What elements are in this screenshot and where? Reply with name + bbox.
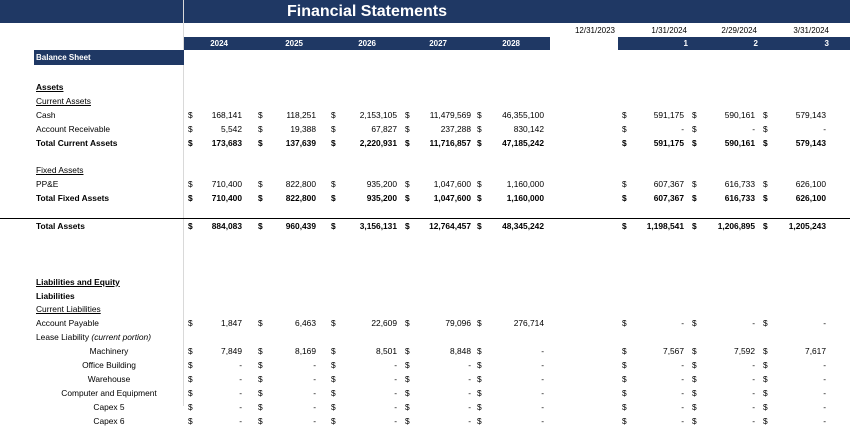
row-label[interactable] [36,191,109,205]
currency-symbol: $ [258,109,263,120]
currency-symbol: $ [405,346,410,357]
currency-symbol: $ [622,137,627,148]
value-cell[interactable]: 2,153,105 [359,109,397,120]
value-cell[interactable]: - [541,401,544,412]
row-label-text: Machinery [89,346,129,357]
value-cell[interactable]: - [468,415,471,426]
currency-symbol: $ [477,346,482,357]
value-cell[interactable]: - [313,401,316,412]
row-label-text: Warehouse [87,373,131,384]
value-cell[interactable]: - [239,373,242,384]
value-cell[interactable]: - [752,415,755,426]
value-cell[interactable]: 137,639 [285,137,316,148]
year-header-cell[interactable]: 2026 [358,39,376,48]
table-row [0,108,850,122]
table-row [0,94,850,108]
value-cell[interactable]: 11,479,569 [429,109,471,120]
currency-symbol: $ [763,387,768,398]
value-cell[interactable]: 67,827 [371,123,397,134]
currency-symbol: $ [622,373,627,384]
currency-symbol: $ [188,179,193,190]
currency-symbol: $ [258,221,263,231]
value-cell[interactable]: 46,355,100 [502,109,544,120]
value-cell[interactable]: 830,142 [513,123,544,134]
currency-symbol: $ [188,193,193,204]
currency-symbol: $ [258,318,263,329]
currency-symbol: $ [692,415,697,426]
year-header-cell[interactable]: 2028 [502,39,520,48]
value-cell[interactable]: - [541,373,544,384]
currency-symbol: $ [331,373,336,384]
currency-symbol: $ [692,346,697,357]
date-header-cell[interactable]: 3/31/2024 [793,26,829,35]
currency-symbol: $ [258,415,263,426]
currency-symbol: $ [331,109,336,120]
currency-symbol: $ [331,221,336,231]
currency-symbol: $ [692,360,697,370]
value-cell[interactable]: - [752,373,755,384]
currency-symbol: $ [477,179,482,190]
value-cell[interactable]: - [752,401,755,412]
currency-symbol: $ [692,137,697,148]
value-cell[interactable]: - [823,318,826,329]
value-cell[interactable]: 7,849 [221,346,242,357]
value-cell[interactable]: 19,388 [290,123,316,134]
row-label[interactable] [36,163,83,177]
currency-symbol: $ [405,123,410,134]
value-cell[interactable]: - [752,123,755,134]
value-cell[interactable]: - [681,373,684,384]
table-row [0,400,850,414]
table-row [0,275,850,289]
value-cell[interactable]: - [752,360,755,370]
row-label-text: Computer and Equipment [61,387,157,398]
currency-symbol: $ [763,193,768,204]
value-cell[interactable]: 47,185,242 [502,137,544,148]
currency-symbol: $ [692,373,697,384]
currency-symbol: $ [188,346,193,357]
currency-symbol: $ [405,373,410,384]
value-cell[interactable]: 590,161 [724,109,755,120]
value-cell[interactable]: 276,714 [513,318,544,329]
row-label-text: Current Assets [36,95,91,106]
table-row [0,302,850,316]
currency-symbol: $ [258,401,263,412]
currency-symbol: $ [763,373,768,384]
currency-symbol: $ [258,373,263,384]
currency-symbol: $ [622,401,627,412]
value-cell[interactable]: - [394,401,397,412]
currency-symbol: $ [331,401,336,412]
value-cell[interactable]: 591,175 [653,109,684,120]
date-header-cell[interactable]: 1/31/2024 [651,26,687,35]
currency-symbol: $ [763,221,768,231]
currency-symbol: $ [405,109,410,120]
value-cell[interactable]: - [752,387,755,398]
currency-symbol: $ [622,109,627,120]
currency-symbol: $ [258,193,263,204]
table-row [0,261,850,275]
row-label[interactable] [36,108,56,122]
currency-symbol: $ [477,221,482,231]
value-cell[interactable]: 1,198,541 [646,221,684,231]
currency-symbol: $ [331,360,336,370]
currency-symbol: $ [477,123,482,134]
value-cell[interactable]: 237,288 [440,123,471,134]
table-row [0,177,850,191]
row-label-text: Liabilities [36,290,75,301]
row-label[interactable] [36,289,75,303]
value-cell[interactable]: - [394,415,397,426]
row-label-text: Office Building [82,360,136,370]
value-cell[interactable]: 935,200 [366,179,397,190]
value-cell[interactable]: - [823,387,826,398]
value-cell[interactable]: 1,047,600 [433,193,471,204]
table-row [0,163,850,177]
row-label-text: Total Fixed Assets [36,193,110,204]
value-cell[interactable]: 607,367 [653,193,684,204]
table-row [0,247,850,261]
total-border-line [0,218,850,219]
value-cell[interactable]: 590,161 [724,137,755,148]
value-cell[interactable]: - [239,415,242,426]
row-label[interactable] [36,275,120,289]
currency-symbol: $ [405,387,410,398]
value-cell[interactable]: - [313,415,316,426]
table-row [0,136,850,150]
currency-symbol: $ [188,318,193,329]
currency-symbol: $ [477,109,482,120]
value-cell[interactable]: - [239,401,242,412]
value-cell[interactable]: 884,083 [211,221,242,231]
value-cell[interactable]: 3,156,131 [359,221,397,231]
currency-symbol: $ [692,179,697,190]
date-header-cell[interactable]: 2/29/2024 [721,26,757,35]
table-row [0,358,850,372]
currency-symbol: $ [477,387,482,398]
table-row [0,80,850,94]
row-label[interactable] [36,136,117,150]
value-cell[interactable]: - [541,415,544,426]
value-cell[interactable]: 8,848 [450,346,471,357]
currency-symbol: $ [692,221,697,231]
row-label-text: Liabilities and Equity [36,276,120,287]
currency-symbol: $ [692,401,697,412]
currency-symbol: $ [188,387,193,398]
currency-symbol: $ [405,360,410,370]
value-cell[interactable]: 822,800 [285,179,316,190]
value-cell[interactable]: 22,609 [371,318,397,329]
value-cell[interactable]: 822,800 [285,193,316,204]
value-cell[interactable]: 1,205,243 [788,221,826,231]
section-title[interactable]: Balance Sheet [36,53,91,62]
row-label-text: Fixed Assets [36,165,84,176]
value-cell[interactable]: 7,617 [805,346,826,357]
value-cell[interactable]: 173,683 [211,137,242,148]
value-cell[interactable]: - [468,373,471,384]
currency-symbol: $ [763,179,768,190]
row-label[interactable] [36,316,99,330]
value-cell[interactable]: 616,733 [724,193,755,204]
currency-symbol: $ [258,360,263,370]
row-label[interactable] [34,358,184,372]
row-label[interactable] [36,177,58,191]
currency-symbol: $ [477,137,482,148]
row-label[interactable] [36,122,110,136]
row-label-text: Cash [36,109,56,120]
month-header-cell[interactable]: 3 [824,39,829,48]
value-cell[interactable]: 626,100 [795,179,826,190]
currency-symbol: $ [405,193,410,204]
row-label[interactable] [36,330,151,344]
currency-symbol: $ [331,318,336,329]
value-cell[interactable]: 1,847 [221,318,242,329]
table-row [0,344,850,358]
currency-symbol: $ [692,318,697,329]
row-label[interactable] [34,400,184,414]
value-cell[interactable]: - [541,387,544,398]
value-cell[interactable]: - [468,360,471,370]
currency-symbol: $ [477,373,482,384]
currency-symbol: $ [331,387,336,398]
currency-symbol: $ [477,415,482,426]
currency-symbol: $ [405,137,410,148]
month-header-cell[interactable]: 1 [683,39,688,48]
currency-symbol: $ [188,373,193,384]
value-cell[interactable]: 960,439 [285,221,316,231]
row-label-text: Lease Liability [36,332,90,343]
currency-symbol: $ [188,123,193,134]
value-cell[interactable]: - [681,401,684,412]
value-cell[interactable]: - [313,373,316,384]
currency-symbol: $ [477,401,482,412]
currency-symbol: $ [763,109,768,120]
currency-symbol: $ [477,193,482,204]
row-label-text: PP&E [36,179,59,190]
value-cell[interactable]: - [313,360,316,370]
row-label[interactable] [34,344,184,358]
value-cell[interactable]: - [239,360,242,370]
currency-symbol: $ [477,318,482,329]
row-label-text: Account Receivable [36,123,111,134]
currency-symbol: $ [331,346,336,357]
currency-symbol: $ [258,346,263,357]
value-cell[interactable]: - [468,387,471,398]
currency-symbol: $ [622,415,627,426]
currency-symbol: $ [763,415,768,426]
value-cell[interactable]: - [823,123,826,134]
currency-symbol: $ [692,387,697,398]
currency-symbol: $ [331,137,336,148]
currency-symbol: $ [622,123,627,134]
currency-symbol: $ [258,387,263,398]
value-cell[interactable]: - [752,318,755,329]
value-cell[interactable]: - [823,360,826,370]
table-row [0,289,850,303]
currency-symbol: $ [692,123,697,134]
value-cell[interactable]: - [823,415,826,426]
currency-symbol: $ [405,221,410,231]
value-cell[interactable]: 79,096 [445,318,471,329]
value-cell[interactable]: - [541,360,544,370]
currency-symbol: $ [763,318,768,329]
currency-symbol: $ [763,401,768,412]
value-cell[interactable]: 2,220,931 [359,137,397,148]
value-cell[interactable]: 6,463 [295,318,316,329]
table-row [0,330,850,344]
value-cell[interactable]: - [681,360,684,370]
currency-symbol: $ [692,109,697,120]
currency-symbol: $ [258,123,263,134]
value-cell[interactable]: - [681,387,684,398]
row-label-text: Current Liabilities [36,304,101,315]
row-label-suffix: (current portion) [91,332,151,343]
value-cell[interactable]: - [394,387,397,398]
value-cell[interactable]: 48,345,242 [502,221,544,231]
currency-symbol: $ [331,123,336,134]
currency-symbol: $ [622,387,627,398]
currency-symbol: $ [188,221,193,231]
value-cell[interactable]: - [541,346,544,357]
table-row [0,372,850,386]
value-cell[interactable]: 591,175 [653,137,684,148]
row-label[interactable] [36,80,63,94]
table-row [0,191,850,205]
table-row [0,122,850,136]
value-cell[interactable]: 11,716,857 [429,137,471,148]
currency-symbol: $ [258,179,263,190]
currency-symbol: $ [763,137,768,148]
row-label-text: Assets [36,82,64,92]
year-header-cell[interactable]: 2025 [285,39,303,48]
value-cell[interactable]: - [681,415,684,426]
currency-symbol: $ [622,193,627,204]
currency-symbol: $ [331,193,336,204]
currency-symbol: $ [405,318,410,329]
currency-symbol: $ [405,401,410,412]
value-cell[interactable]: 168,141 [211,109,242,120]
value-cell[interactable]: - [239,387,242,398]
value-cell[interactable]: 1,160,000 [506,179,544,190]
table-row [0,316,850,330]
currency-symbol: $ [188,401,193,412]
row-label[interactable] [34,414,184,428]
row-label-text: Total Assets [36,221,85,231]
currency-symbol: $ [258,137,263,148]
year-header-cell[interactable]: 2024 [210,39,228,48]
currency-symbol: $ [188,415,193,426]
value-cell[interactable]: 12,764,457 [429,221,471,231]
value-cell[interactable]: 579,143 [795,109,826,120]
year-header-cell[interactable]: 2027 [429,39,447,48]
value-cell[interactable]: - [823,373,826,384]
currency-symbol: $ [188,137,193,148]
row-label[interactable] [36,302,101,316]
currency-symbol: $ [763,123,768,134]
value-cell[interactable]: 8,169 [295,346,316,357]
currency-symbol: $ [331,179,336,190]
value-cell[interactable]: - [823,401,826,412]
table-row [0,205,850,219]
currency-symbol: $ [405,179,410,190]
value-cell[interactable]: - [394,373,397,384]
value-cell[interactable]: 935,200 [366,193,397,204]
row-label[interactable] [36,94,91,108]
value-cell[interactable]: 8,501 [376,346,397,357]
value-cell[interactable]: 7,592 [734,346,755,357]
row-label[interactable] [34,372,184,386]
currency-symbol: $ [622,318,627,329]
row-label[interactable] [34,386,184,400]
value-cell[interactable]: - [313,387,316,398]
currency-symbol: $ [622,221,627,231]
currency-symbol: $ [763,346,768,357]
value-cell[interactable]: 1,160,000 [506,193,544,204]
row-label-text: Capex 5 [93,401,125,412]
value-cell[interactable]: - [468,401,471,412]
table-row [0,219,850,233]
currency-symbol: $ [622,346,627,357]
row-label-text: Capex 6 [93,415,125,426]
month-header-cell[interactable]: 2 [753,39,758,48]
table-row [0,233,850,247]
value-cell[interactable]: 710,400 [211,193,242,204]
currency-symbol: $ [477,360,482,370]
value-cell[interactable]: 626,100 [795,193,826,204]
page-title: Financial Statements [286,3,448,20]
currency-symbol: $ [622,179,627,190]
currency-symbol: $ [763,360,768,370]
value-cell[interactable]: 579,143 [795,137,826,148]
currency-symbol: $ [622,360,627,370]
currency-symbol: $ [405,415,410,426]
value-cell[interactable]: - [681,318,684,329]
table-row [0,150,850,164]
value-cell[interactable]: 1,047,600 [433,179,471,190]
currency-symbol: $ [331,415,336,426]
value-cell[interactable]: - [681,123,684,134]
row-label[interactable] [36,219,85,233]
value-cell[interactable]: 607,367 [653,179,684,190]
currency-symbol: $ [188,360,193,370]
table-row [0,414,850,428]
value-cell[interactable]: 5,542 [221,123,242,134]
currency-symbol: $ [692,193,697,204]
table-row [0,386,850,400]
currency-symbol: $ [188,109,193,120]
value-cell[interactable]: - [394,360,397,370]
value-cell[interactable]: 1,206,895 [717,221,755,231]
value-cell[interactable]: 710,400 [211,179,242,190]
date-header-cell[interactable]: 12/31/2023 [574,26,615,35]
value-cell[interactable]: 616,733 [724,179,755,190]
value-cell[interactable]: 118,251 [286,109,316,120]
row-label-text: Total Current Assets [36,137,118,148]
value-cell[interactable]: 7,567 [663,346,684,357]
row-label-text: Account Payable [36,318,99,329]
